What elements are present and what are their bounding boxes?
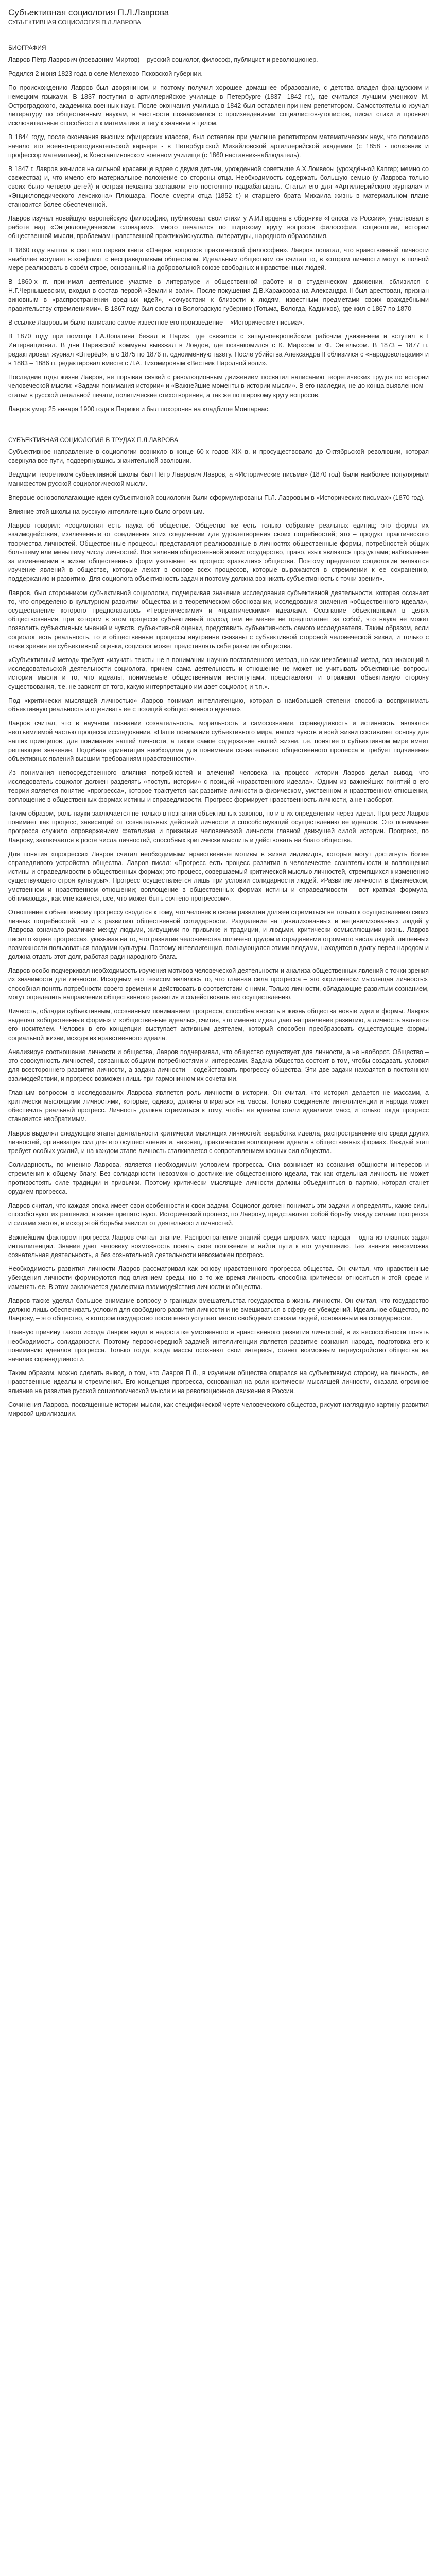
paragraph: В ссылке Лавровым было написано самое известное его произведение – «Исторические письма». bbox=[8, 319, 304, 327]
paragraph: Последние годы жизни Лавров, не порывая связей с революционным движением посвятил написанию теоретических трудов по истории человеческой мысли: «Задачи понимания истории» и «Важнейшие моменты в истории мысли». В его наследии, не до конца выявленном – статьи в русской легальной печати, политические стихотворения, а так же по широкому кругу вопросов. bbox=[8, 374, 429, 399]
biography-section bbox=[8, 44, 429, 414]
paragraph: Анализируя соотношение личности и общества, Лавров подчеркивал, что общество существует для личности, а не наоборот. Общество – это совокупность личностей, связанных общими потребностями и интересами. Задача общества состоит в том, чтобы создавать условия для всестороннего развития личности, а задача личности – содействовать прогрессу общества. Эти две задачи находятся в постоянном взаимодействии, и прогресс возможен лишь при гармоничном их сочетании. bbox=[8, 1048, 429, 1082]
sociology-section bbox=[8, 436, 429, 1418]
paragraph: Лавров, был сторонником субъективной социологии, подчеркивая значение исследования субъективной деятельности, которая осознает то, что определено в культурном развитии общества и в теоретическом обосновании, исследования значения «общественного идеала», осуществление которого предполагалось «Теоретическими» и «практическими» идеалами. Осознание объективными в целях обществознания, при котором в этом процессе субъективный подход тем не менее не предполагает за собой, что наука не может позволить субъективных мнений и чувств, субъективной оценки, представить субъективность самого исследователя. Таким образом, если социолог есть реальность, то и общественные процессы внутренне связаны с субъективной стороной человеческой жизни, и только с точки зрения ее субъективной оценки, социолог может представлять себе развитие общества. bbox=[8, 589, 429, 650]
paragraph: Таким образом, можно сделать вывод, о том, что Лавров П.Л., в изучении общества опирался на субъективную сторону, на личность, ее нравственные идеалы и стремления. Его концепция прогресса, основанная на роли критически мыслящей личности, оказала огромное влияние на развитие русской социологической мысли и на революционное движение в России. bbox=[8, 1369, 429, 1395]
paragraph: В 1844 году, после окончания высших офицерских классов, был оставлен при училище репетитором математических наук, что положило начало его военно-преподавательской карьере - в Петербургской Михайловской артиллерийской академии (с 1858 - полковник и профессор математики), в Константиновском военном училище (с 1860 наставник-наблюдатель). bbox=[8, 133, 429, 159]
paragraph: Лавров умер 25 января 1900 года в Париже и был похоронен на кладбище Монпарнас. bbox=[8, 405, 270, 413]
paragraph: Лавров особо подчеркивал необходимость изучения мотивов человеческой деятельности и анализа общественных явлений с точки зрения их значимости для личности. Исходным его тезисом являлось то, что главная сила прогресса – это «критически мыслящая личность», способная понять потребности своего времени и действовать в соответствии с ними. Только личности, обладающие развитым сознанием, могут определить направление общественного развития и содействовать его осуществлению. bbox=[8, 967, 429, 1001]
paragraph: Таким образом, роль науки заключается не только в познании объективных законов, но и в их определении через идеал. Прогресс Лавров понимает как процесс, зависящий от сознательных действий личности и способствующий осуществлению ее идеалов. Это понимание прогресса служило опровержением фатализма и признания человеческой личности главной движущей силой истории. Прогресс, по Лаврову, заключается в росте числа личностей, способных критически мыслить и действовать на благо общества. bbox=[8, 810, 429, 844]
paragraph: «Субъективный метод» требует «изучать тексты не в понимании научно поставленного метода, но как неизбежный метод, возникающий в исследовательской деятельности социолога, причем сама деятельность и отношение не может не учитывать объективные вопросы истории мысли и то, что идеалы, понимаемые общественными институтами, представляют и отражают объективную сторону существования, т.е. не зависят от того, какую интерпретацию им дает социолог, и т.п.». bbox=[8, 656, 429, 690]
paragraph: Лавров изучал новейшую европейскую философию, публиковал свои стихи у А.И.Герцена в сборнике «Голоса из России», участвовал в работе над «Энциклопедическим словарем», много печатался по широкому кругу вопросов философии, социологии, истории общественной мысли, проблемам нравственной практики/искусства, литературы, народного образования. bbox=[8, 215, 429, 240]
sociology-heading: СУБЪЕКТИВНАЯ СОЦИОЛОГИЯ В ТРУДАХ П.Л.ЛАВРОВА bbox=[8, 436, 178, 444]
paragraph: Лавров также уделял большое внимание вопросу о границах вмешательства государства в жизнь личности. Он считал, что государство должно лишь обеспечивать условия для свободного развития личности и не вмешиваться в сферу ее убеждений. Идеальное общество, по Лаврову, – это общество, в котором государство постепенно уступает место свободным союзам людей, основанным на солидарности. bbox=[8, 1297, 429, 1323]
paragraph: Отношение к объективному прогрессу сводится к тому, что человек в своем развитии должен стремиться не только к осуществлению своих личных потребностей, но и к развитию общественной солидарности. Разделение на цивилизованных и нецивилизованных людей у Лаврова означало различие между людьми, живущими по привычке и традиции, и людьми, критически осмысляющими жизнь. Лавров писал о «цене прогресса», указывая на то, что развитие человечества оплачено трудом и страданиями огромного числа людей, лишенных возможности пользоваться плодами культуры. Поэтому интеллигенция, пользующаяся этими плодами, находится в долгу перед народом и должна отдать этот долг, работая ради народного блага. bbox=[8, 909, 429, 961]
paragraph: Родился 2 июня 1823 года в селе Мелехово Псковской губернии. bbox=[8, 70, 203, 78]
paragraph: Влияние этой школы на русскую интеллигенцию было огромным. bbox=[8, 507, 204, 515]
paragraph: Лавров Пётр Лаврович (псевдоним Миртов) – русский социолог, философ, публицист и революционер. bbox=[8, 56, 318, 63]
page-subtitle: СУБЪЕКТИВНАЯ СОЦИОЛОГИЯ П.Л.ЛАВРОВА bbox=[8, 20, 141, 26]
paragraph: В 1860-х гг. принимал деятельное участие в литературе и общественной работе и в студенческом движении, сблизился с Н.Г.Чернышевским, входил в состав первой «Земли и воли». После покушения Д.В.Каракозова на Александра II был арестован, признан виновным в «распространении вредных идей», «сочувствии к близости к людям, известным предметами своих враждебными правительству стремлениями». В 1867 году был сослан в Вологодскую губернию (Тотьма, Вологда, Кадников), где жил с 1867 по 1870 bbox=[8, 278, 429, 312]
paragraph: В 1870 году при помощи Г.А.Лопатина бежал в Париж, где связался с западноевропейским рабочим движением и вступил в I Интернационал. В дни Парижской коммуны выезжал в Лондон, где познакомился с К. Марксом и Ф. Энгельсом. В 1873 – 1877 гг. редактировал журнал «Вперёд!», а с 1875 по 1876 гг. одноимённую газету. После убийства Александра II сблизился с «народовольцами» и в 1883 – 1886 гг. редактировал вместе с Л.А. Тихомировым «Вестник Народной воли». bbox=[8, 333, 429, 367]
paragraph: Для понятия «прогресса» Лавров считал необходимыми нравственные мотивы в жизни индивидов, которые могут достигнуть более справедливого устройства общества. Лавров писал: «Прогресс есть процесс развития в человечестве сознательности и воплощения истины и справедливости в общественных формах; это процесс, совершаемый критической мыслью личностей, стремящихся к изменению существующего строя культуры». Прогресс осуществляется лишь при условии солидарности людей. «Развитие личности в физическом, умственном и нравственном отношении; воплощение в общественных формах истины и справедливости – вот краткая формула, обнимающая, как мне кажется, все, что может быть сочтено прогрессом». bbox=[8, 850, 429, 902]
paragraph: Лавров считал, что каждая эпоха имеет свои особенности и свои задачи. Социолог должен понимать эти задачи и определять, какие силы способствуют их решению, а какие препятствуют. Исторический процесс, по Лаврову, представляет собой борьбу между силами прогресса и силами застоя, и исход этой борьбы зависит от деятельности личностей. bbox=[8, 1201, 429, 1227]
paragraph: Личность, обладая субъективным, осознанным пониманием прогресса, способна вносить в жизнь общества новые идеи и формы. Лавров выделял «общественные формы» и «общественные идеалы», считая, что именно идеал дает направление развитию, а личность является его носителем. Человек в его концепции выступает активным деятелем, который способен преобразовать существующие формы социальной жизни, исходя из нравственного идеала. bbox=[8, 1008, 429, 1042]
paragraph: В 1860 году вышла в свет его первая книга «Очерки вопросов практической философии». Лавров полагал, что нравственный личности наиболее вступает в конфликт с несправедливым обществом. Идеальным обществом он считал то, в котором личности могут в полной мере реализовать в своём строе, основанный на добровольной союзе свободных и нравственных людей. bbox=[8, 246, 429, 272]
page-title: Субъективная социология П.Л.Лаврова bbox=[8, 8, 169, 18]
paragraph: Необходимость развития личности Лавров рассматривал как основу нравственного прогресса общества. Он считал, что нравственные убеждения личности формируются под влиянием среды, но в то же время личность способна критически относиться к этой среде и изменять ее. В этом заключается диалектика взаимодействия личности и общества. bbox=[8, 1265, 429, 1291]
paragraph: Впервые основополагающие идеи субъективной социологии были сформулированы П.Л. Лавровым в «Исторических письмах» (1870 год). bbox=[8, 494, 425, 501]
paragraph: В 1847 г. Лавров женился на сильной красавице вдове с двумя детьми, урожденной советнице А.Х.Лоивеоы (урождённой Капгер; мемно со свежества) и, что имело его материальное положение со стороны отца. Необходимость содержать большую семью (у Лаврова только своих было четверо детей) и острая нехватка заставили его постоянно подрабатывать. Статьи его для «Артиллерийского журнала» и «Энциклопедического лексикона» Плюшара. После смерти отца (1852 г.) и старшего брата Михаила жизнь в материальном плане становится более обеспеченной. bbox=[8, 165, 429, 208]
paragraph: Важнейшим фактором прогресса Лавров считал знание. Распространение знаний среди широких масс народа – одна из главных задач интеллигенции. Знание дает человеку возможность понять свое положение и найти пути к его улучшению. Без знания невозможна сознательная деятельность, а без сознательной деятельности невозможен прогресс. bbox=[8, 1233, 429, 1259]
paragraph: Субъективное направление в социологии возникло в конце 60-х годов XIX в. и просуществовало до Октябрьской революции, которая свернула все пути, подвергнувшись значительной эволюции. bbox=[8, 448, 429, 465]
paragraph: Лавров считал, что в научном познании сознательность, моральность и самосознание, справедливость и истинность, являются неотъемлемой частью процесса исследования. «Наше понимание субъективного мира, наших чувств и всей жизни составляет основу для наших принципов, для понимания нашей личности, а также самое содержание нашей жизни, т.е. понятие о субъективном мире имеет решающее значение. Подобная ориентация необходима для понимания сознательного общественного процесса и требует подчинения объективных явлений высшим требованиям нравственности». bbox=[8, 720, 429, 762]
paragraph: Главным вопросом в исследованиях Лаврова является роль личности в истории. Он считал, что история делается не массами, а критически мыслящими личностями, которые, однако, должны опираться на массы. Только соединение интеллигенции и народа может обеспечить реальный прогресс. Личность должна стремиться к тому, чтобы ее идеалы стали идеалами масс, и только тогда прогресс становится необратимым. bbox=[8, 1089, 429, 1123]
paragraph: Ведущим теоретиком субъективной школы был Пётр Лаврович Лавров, а «Исторические письма» (1870 год) были наиболее популярным манифестом русской социологической мысли. bbox=[8, 471, 429, 487]
paragraph: По происхождению Лавров был дворянином, и поэтому получил хорошее домашнее образование, с детства владел французским и немецким языками. В 1837 поступил в артиллерийское училище в Петербурге (1837 -1842 гг.), где считался лучшим учеником М. Остроградского, академика военных наук. После окончания училища в 1842 был оставлен при нем репетитором. Самостоятельно изучал литературу по общественным наукам, в частности познакомился с произведениями социалистов-утопистов, писал стихи и проявил исключительные способности к математике и тягу к знаниям в целом. bbox=[8, 84, 429, 127]
paragraph: Лавров выделял следующие этапы деятельности критически мыслящих личностей: выработка идеала, распространение его среди других личностей, организация сил для его осуществления и, наконец, практическое воплощение идеала в общественных формах. Каждый этап требует особых усилий, и на каждом этапе личность сталкивается с сопротивлением косных сил общества. bbox=[8, 1129, 429, 1155]
paragraph: Главную причину такого исхода Лавров видит в недостатке умственного и нравственного развития личностей, в их неспособности понять необходимость солидарности. Поэтому первоочередной задачей интеллигенции является развитие сознания народа, подготовка его к пониманию идеалов прогресса. Только тогда, когда массы осознают свои интересы, станет возможным переустройство общества на началах справедливости. bbox=[8, 1329, 429, 1363]
paragraph: Лавров говорил: «социология есть наука об обществе. Общество же есть только собрание реальных единиц; это формы их взаимодействия, извлеченные от соединения этих соединении для удовлетворения своих потребностей; это – продукт практического творчества личностей. Общественные процессы представляют реализованные в личностях общественные формы, потребностей общих большему или меньшему числу личностей. Все явления общественной жизни: государство, право, язык являются продуктами; наблюдение за изменениями в жизни общественных форм указывает на процесс «развития» общества. Поэтому предметом социологии являются изучение явлений в обществе, которые лежат в основе всех процессов, которые выражаются в стремлении к ее сохранению, поддержанию и развитию. Для социолога объективность задач и поэтому должна возникать субъективность с точки зрения». bbox=[8, 522, 429, 583]
paragraph: Солидарность, по мнению Лаврова, является необходимым условием прогресса. Она возникает из сознания общности интересов и стремления к общему благу. Без солидарности невозможно достижение общественного идеала, так как отдельная личность не может противостоять силе традиции и привычки. Поэтому критически мыслящие личности должны объединяться в партию, которая станет орудием прогресса. bbox=[8, 1161, 429, 1195]
paragraph: Сочинения Лаврова, посвященные истории мысли, как специфической черте человеческого общества, рисуют наглядную картину развития мировой цивилизации. bbox=[8, 1401, 429, 1417]
paragraph: Из понимания непосредственного влияния потребностей и влечений человека на процесс истории Лавров делал вывод, что исследователь-социолог должен разделять «поступь истории» с позиций «нравственного идеала». Одним из важнейших понятий в его теории является понятие «прогресса», которое трактуется как развитие личности в физическом, умственном и нравственном отношении, воплощение в общественных формах истины и справедливости. Прогресс формирует нравственность личности, а не наоборот. bbox=[8, 769, 429, 803]
paragraph: Под «критически мыслящей личностью» Лавров понимал интеллигенцию, которая в наибольшей степени способна воспринимать объективную реальность и оценивать ее с позиций «общественного идеала». bbox=[8, 697, 429, 713]
biography-heading: БИОГРАФИЯ bbox=[8, 44, 46, 52]
